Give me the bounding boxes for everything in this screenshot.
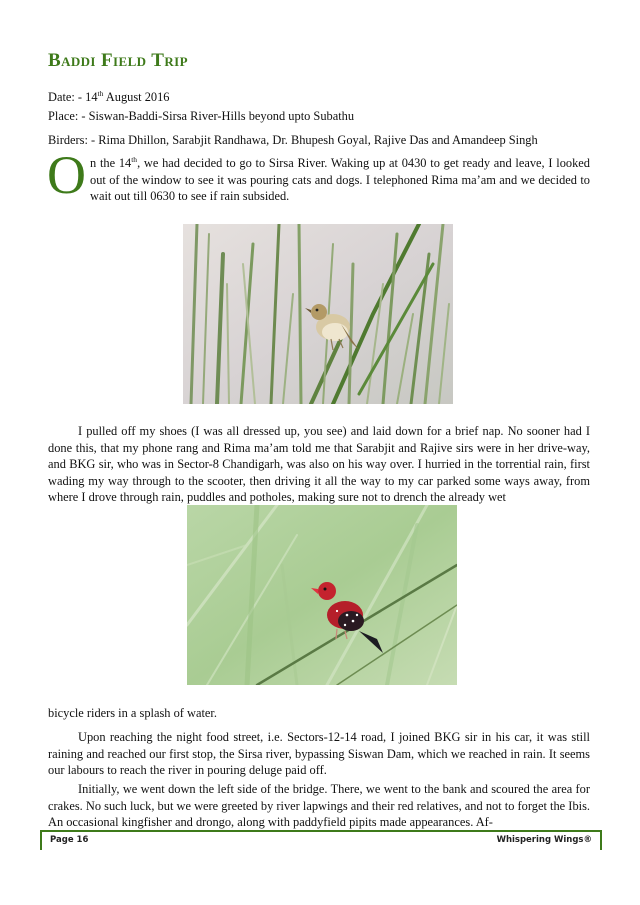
drop-cap: O xyxy=(47,145,86,205)
paragraph-wake-up: I pulled off my shoes (I was all dressed up, you see) and laid down for a brief nap. No sooner had I done this, that my phone rang and Rima ma’am told me that Sarabjit and Rajive sirs were in her drive-way, and BKG sir, who was in Sector-8 Chandigarh, was also on his way over. I hurried in the torrential rain, first wading my way through to the scooter, then driving it all the way to my car parked some ways away, from where I drove through rain, puddles and potholes, making sure not to drench the already wet xyxy=(48,424,590,504)
paragraph-bridge: Initially, we went down the left side of the bridge. There, we went to the bank and scoured the area for crakes. No such luck, but we were greeted by river lapwings and their red relatives, and not to forget the Ibis. An occasional kingfisher and drongo, along with paddyfield pipits made appearances. Af- xyxy=(48,782,590,829)
publication-name: Whispering Wings® xyxy=(496,835,592,845)
trip-date: Date: - 14th August 2016 xyxy=(48,89,170,105)
photo-red-avadavat xyxy=(187,505,457,685)
paragraph-intro: On the 14th, we had decided to go to Sirsa River. Waking up at 0430 to get ready and leave, I looked out of the window to see it was pouring cats and dogs. I telephoned Rima ma’am and we decided to wait out till 0630 to see if rain subsided. xyxy=(47,145,590,205)
paragraph-continued: bicycle riders in a splash of water. xyxy=(48,706,217,720)
avadavat-photo-image xyxy=(187,505,457,685)
photo-warbler-in-grass xyxy=(183,224,453,404)
paragraph-sirsa-river: Upon reaching the night food street, i.e. Sectors-12-14 road, I joined BKG sir in his car, it was still raining and reached our first stop, the Sirsa river, bypassing Siswan Dam, which we reached in rain. It seems our labours to reach the river in pouring deluge paid off. xyxy=(48,730,590,777)
trip-place: Place: - Siswan-Baddi-Sirsa River-Hills beyond upto Subathu xyxy=(48,109,355,123)
warbler-photo-image xyxy=(183,224,453,404)
trip-birders: Birders: - Rima Dhillon, Sarabjit Randhawa, Dr. Bhupesh Goyal, Rajive Das and Amandeep Singh xyxy=(48,133,538,147)
page-number: Page 16 xyxy=(50,835,89,845)
article-title: Baddi Field Trip xyxy=(48,50,188,71)
